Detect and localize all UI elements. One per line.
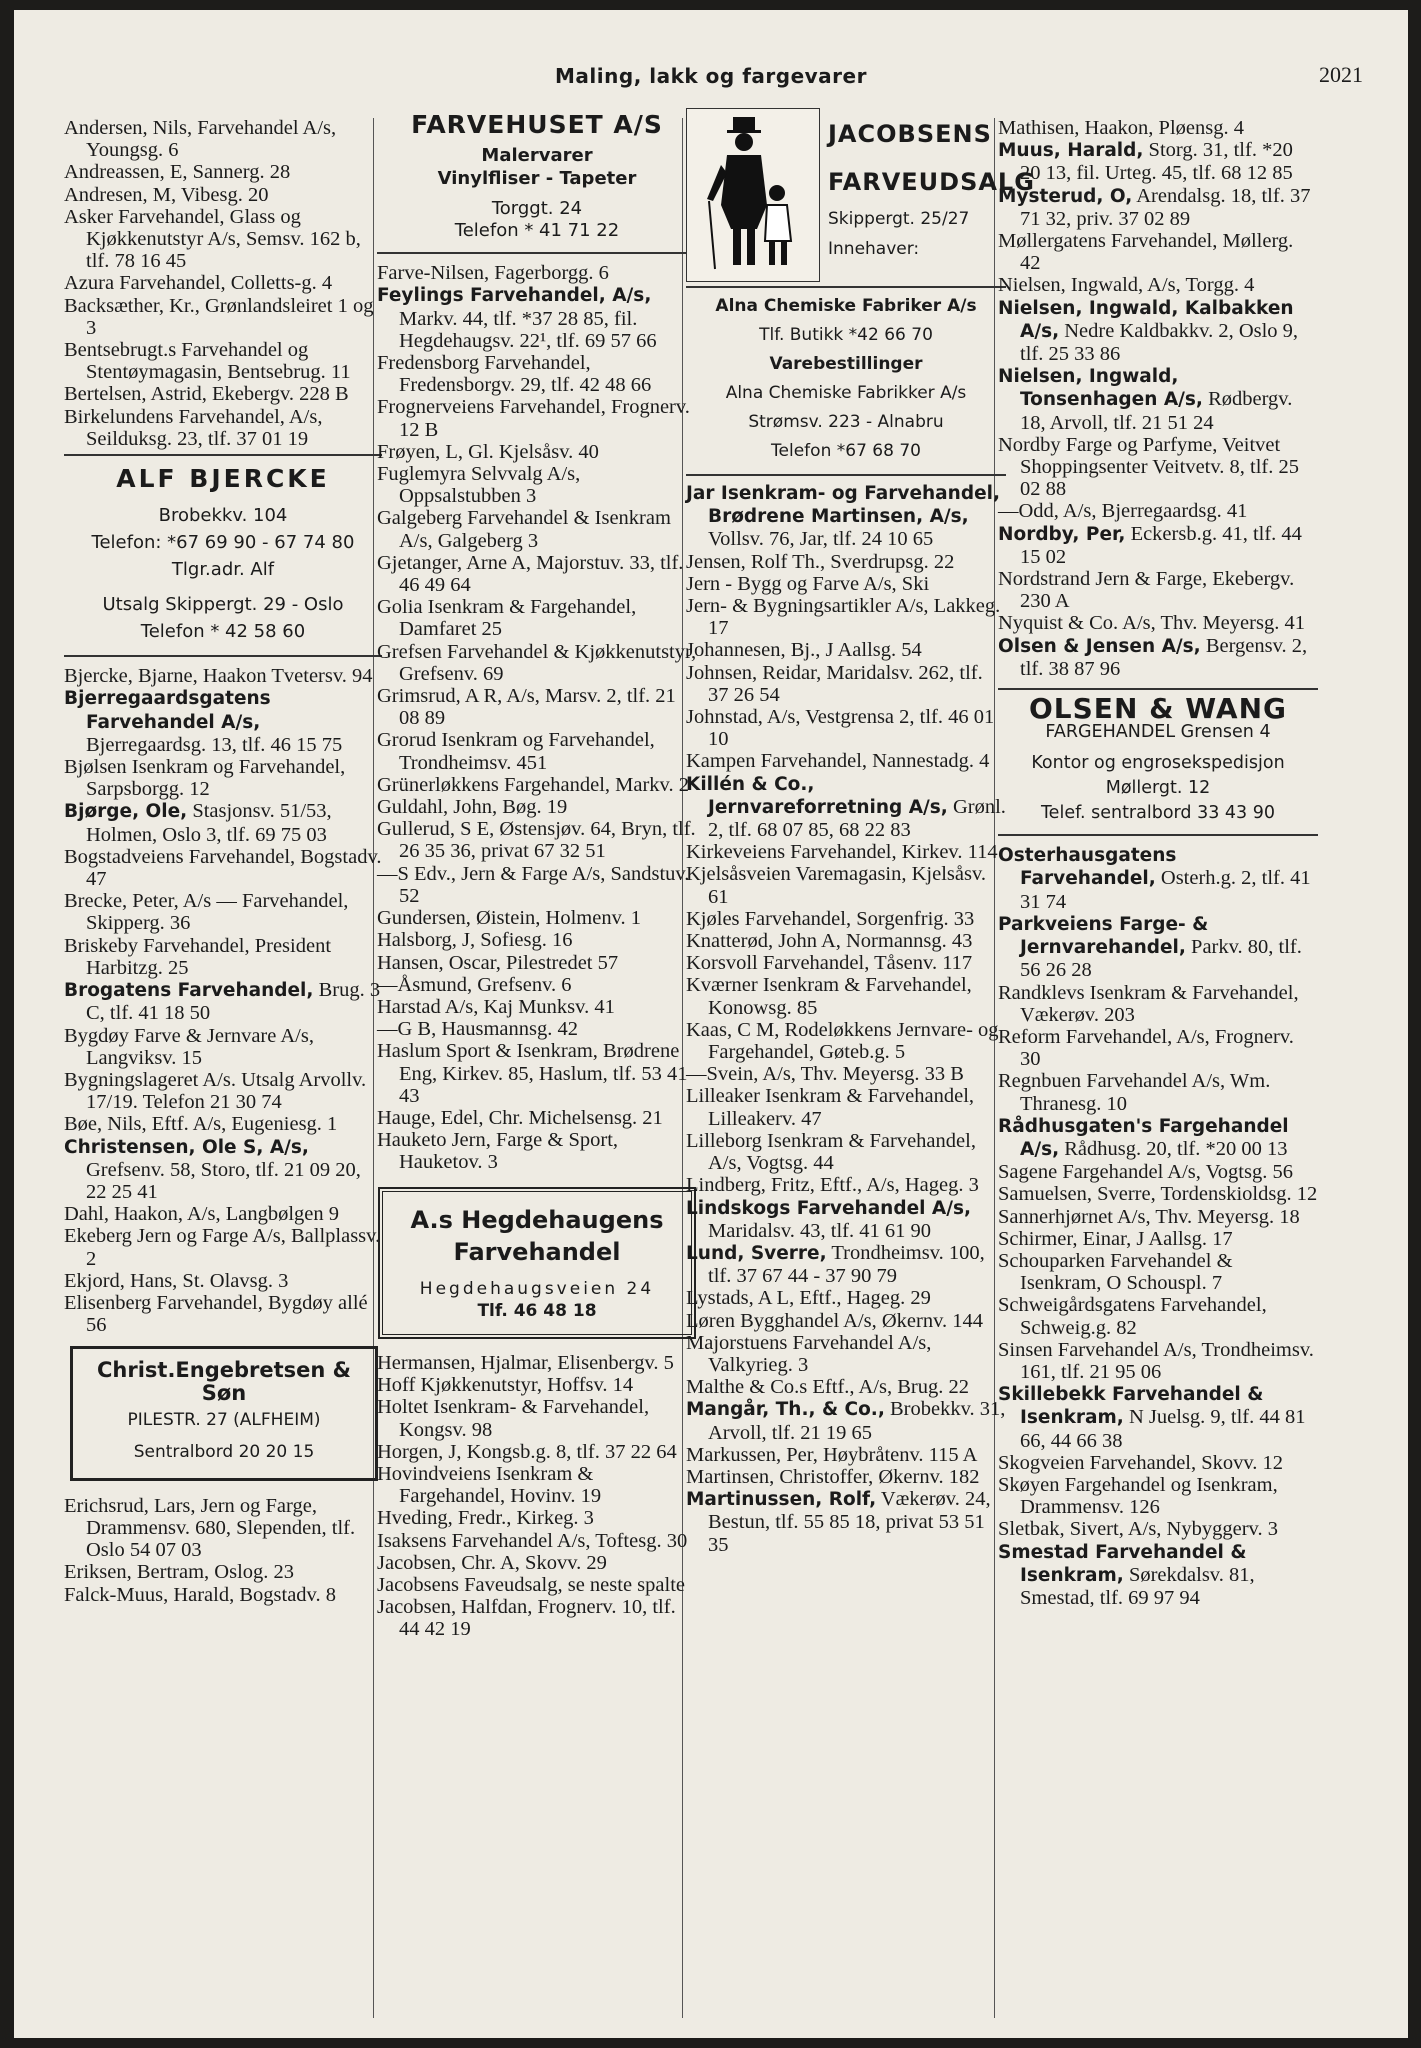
directory-entry: Johnsen, Reidar, Maridalsv. 262, tlf. 37 26 54	[686, 661, 983, 706]
directory-entry: Kjelsåsveien Varemagasin, Kjelsåsv. 61	[686, 863, 987, 908]
directory-entry: Løren Bygghandel A/s, Økernv. 144	[686, 1309, 984, 1332]
directory-entry: Ekjord, Hans, St. Olavsg. 3	[64, 1269, 289, 1292]
ad-title: Farvehandel	[453, 1237, 621, 1266]
directory-entry: Hauge, Edel, Chr. Michelsensg. 21	[377, 1106, 663, 1129]
directory-entry: —Svein, A/s, Thv. Meyersg. 33 B	[686, 1063, 964, 1086]
directory-entry: —G B, Hausmannsg. 42	[377, 1018, 579, 1041]
directory-entry: Lilleborg Isenkram & Farvehandel, A/s, Vogtsg. 44	[686, 1129, 976, 1175]
directory-entry: Hovindveiens Isenkram & Fargehandel, Hovinv. 19	[377, 1462, 602, 1508]
directory-entry: —Åsmund, Grefsenv. 6	[377, 973, 572, 996]
entry-name-bold: Brogatens Farvehandel,	[64, 980, 314, 1002]
directory-entry: Reform Farvehandel, A/s, Frognerv. 30	[998, 1025, 1294, 1071]
directory-entry: Skogveien Farvehandel, Skovv. 12	[998, 1451, 1284, 1474]
directory-entry: —Odd, A/s, Bjerregaardsg. 41	[998, 500, 1248, 523]
ad-line: Alna Chemiske Fabriker A/s	[715, 296, 977, 316]
directory-entry: Lystads, A L, Eftf., Hageg. 29	[686, 1287, 931, 1310]
ad-line: Torggt. 24	[491, 198, 583, 220]
directory-entry: Andreassen, E, Sannerg. 28	[64, 161, 291, 184]
directory-entry: Fredensborg Farvehandel, Fredensborgv. 29, tlf. 42 48 66	[377, 352, 652, 397]
directory-entry: Haslum Sport & Isenkram, Brødrene Eng, Kirkev. 85, Haslum, tlf. 53 41 43	[377, 1040, 688, 1107]
directory-entry: Hveding, Fredr., Kirkeg. 3	[377, 1507, 594, 1530]
directory-entry: Randklevs Isenkram & Farvehandel, Vækerøv. 203	[998, 981, 1299, 1026]
ad-line: PILESTR. 27 (ALFHEIM)	[127, 1409, 321, 1430]
ad-line: Telefon * 41 71 22	[454, 220, 620, 242]
directory-entry: Birkelundens Farvehandel, A/s, Seilduksg. 23, tlf. 37 01 19	[64, 405, 323, 450]
ad-line: Kontor og engrosekspedisjon	[1031, 753, 1285, 774]
directory-entry: Skillebekk Farvehandel & Isenkram, N Juelsg. 9, tlf. 44 81 66, 44 66 38	[998, 1384, 1306, 1452]
ad-line: Utsalg Skippergt. 29 - Oslo	[102, 594, 344, 616]
directory-entry: Nyquist & Co. A/s, Thv. Meyersg. 41	[998, 612, 1305, 635]
directory-entry: Kværner Isenkram & Farvehandel, Konowsg. 85	[686, 974, 972, 1019]
entry-name-bold: Killén & Co., Jernvareforretning A/s,	[686, 773, 948, 818]
directory-entry: Grefsen Farvehandel & Kjøkkenutstyr, Grefsenv. 69	[377, 640, 697, 685]
directory-entry: Muus, Harald, Storg. 31, tlf. *20 20 13, fil. Urteg. 45, tlf. 68 12 85	[998, 139, 1293, 185]
ad-title: JACOBSENS	[828, 120, 992, 148]
entry-name-bold: Lund, Sverre,	[686, 1242, 827, 1264]
directory-entry: Eriksen, Bertram, Oslog. 23	[64, 1561, 295, 1584]
directory-entry: Markussen, Per, Høybråtenv. 115 A	[686, 1443, 978, 1466]
directory-entry: Killén & Co., Jernvareforretning A/s, Grønl. 2, tlf. 68 07 85, 68 22 83	[686, 773, 1006, 842]
ad-line: Telef. sentralbord 33 43 90	[1040, 803, 1276, 824]
directory-entry: Jar Isenkram- og Farvehandel, Brødrene Martinsen, A/s, Vollsv. 76, Jar, tlf. 24 10 65	[686, 483, 1000, 551]
directory-entry: Møllergatens Farvehandel, Møllerg. 42	[998, 230, 1294, 275]
directory-entry: Lilleaker Isenkram & Farvehandel, Lilleakerv. 47	[686, 1085, 975, 1130]
directory-entry: Lindskogs Farvehandel A/s, Maridalsv. 43, tlf. 41 61 90	[686, 1197, 972, 1242]
entry-name-bold: Jar Isenkram- og Farvehandel, Brødrene Martinsen, A/s,	[686, 483, 1000, 528]
column-4	[998, 117, 1318, 1609]
directory-entry: Ekeberg Jern og Farge A/s, Ballplassv. 2	[64, 1225, 381, 1270]
ad-line: Sentralbord 20 20 15	[133, 1441, 315, 1462]
directory-entry: Kaas, C M, Rodeløkkens Jernvare- og Fargehandel, Gøteb.g. 5	[686, 1018, 999, 1064]
directory-entry: Gullerud, S E, Østensjøv. 64, Bryn, tlf. 26 35 36, privat 67 32 51	[377, 818, 696, 863]
directory-entry: Schouparken Farvehandel & Isenkram, O Schouspl. 7	[998, 1249, 1233, 1295]
directory-entry: Jacobsen, Chr. A, Skovv. 29	[377, 1551, 607, 1574]
ad-line: Møllergt. 12	[1105, 778, 1211, 799]
directory-entry: Jern- & Bygningsartikler A/s, Lakkeg. 17	[686, 595, 1001, 640]
entry-name-bold: Rådhusgaten's Fargehandel A/s,	[998, 1115, 1289, 1160]
ad-title: FARVEHUSET A/S	[411, 110, 663, 139]
directory-entry: Andersen, Nils, Farvehandel A/s, Youngsg. 6	[64, 117, 337, 162]
entry-name-bold: Nordby, Per,	[998, 523, 1126, 545]
directory-entry: Sannerhjørnet A/s, Thv. Meyersg. 18	[998, 1205, 1300, 1228]
ad-line: Alna Chemiske Fabrikker A/s	[725, 383, 967, 403]
directory-entry: Regnbuen Farvehandel A/s, Wm. Thranesg. 10	[998, 1070, 1271, 1115]
entry-name-bold: Martinussen, Rolf,	[686, 1489, 877, 1511]
directory-entry: Nielsen, Ingwald, Kalbakken A/s, Nedre Kaldbakkv. 2, Oslo 9, tlf. 25 33 86	[998, 297, 1299, 366]
directory-entry: Azura Farvehandel, Colletts-g. 4	[64, 272, 333, 295]
jacobsens-ad	[686, 108, 1035, 476]
directory-entry: Rådhusgaten's Fargehandel A/s, Rådhusg. 20, tlf. *20 00 13	[998, 1115, 1289, 1160]
directory-entry: Fuglemyra Selvvalg A/s, Oppsalstubben 3	[377, 463, 581, 508]
entry-list	[377, 262, 697, 1173]
directory-entry: Brecke, Peter, A/s — Farvehandel, Skipperg. 36	[64, 890, 349, 935]
directory-entry: Schweigårdsgatens Farvehandel, Schweig.g. 82	[998, 1294, 1267, 1339]
directory-entry: Andresen, M, Vibesg. 20	[64, 183, 269, 206]
directory-entry: Frognerveiens Farvehandel, Frognerv. 12 B	[377, 396, 690, 441]
directory-entry: Smestad Farvehandel & Isenkram, Sørekdalsv. 81, Smestad, tlf. 69 97 94	[998, 1541, 1255, 1609]
ad-line: Brobekkv. 104	[158, 505, 288, 527]
directory-entry: Elisenberg Farvehandel, Bygdøy allé 56	[64, 1291, 368, 1337]
ad-line: Vinylfliser - Tapeter	[437, 168, 637, 190]
entry-name-bold: Bjerregaardsgatens Farvehandel A/s,	[64, 688, 271, 733]
entry-name-bold: Osterhausgatens Farvehandel,	[998, 845, 1177, 890]
ad-title: FARVEUDSALG	[828, 168, 1035, 196]
directory-entry: Skøyen Fargehandel og Isenkram, Drammensv. 126	[998, 1473, 1278, 1519]
ad-line: Hegdehaugsveien 24	[419, 1278, 655, 1299]
directory-entry: Mangår, Th., & Co., Brobekkv. 31, Arvoll, tlf. 21 19 65	[686, 1398, 1006, 1444]
directory-entry: Horgen, J, Kongsb.g. 8, tlf. 37 22 64	[377, 1440, 677, 1463]
directory-entry: Nordby Farge og Parfyme, Veitvet Shoppingsenter Veitvetv. 8, tlf. 25 02 88	[998, 433, 1300, 501]
directory-entry: Bygdøy Farve & Jernvare A/s, Langviksv. 15	[64, 1024, 314, 1069]
entry-name-bold: Lindskogs Farvehandel A/s,	[686, 1197, 972, 1219]
ad-line: Malervarer	[481, 145, 593, 167]
directory-entry: Schirmer, Einar, J Aallsg. 17	[998, 1227, 1233, 1250]
directory-entry: Bogstadveiens Farvehandel, Bogstadv. 47	[64, 845, 382, 891]
directory-entry: Gjetanger, Arne A, Majorstuv. 33, tlf. 46 49 64	[377, 551, 684, 597]
entry-name-bold: Muus, Harald,	[998, 140, 1144, 162]
directory-entry: Asker Farvehandel, Glass og Kjøkkenutstyr A/s, Semsv. 162 b, tlf. 78 16 45	[64, 205, 361, 273]
ad-line: Innehaver:	[828, 239, 920, 259]
directory-entry: Mysterud, O, Arendalsg. 18, tlf. 37 71 32, priv. 37 02 89	[998, 184, 1311, 230]
ad-title: OLSEN & WANG	[1029, 692, 1287, 726]
directory-entry: Knatterød, John A, Normannsg. 43	[686, 930, 973, 953]
entry-name-bold: Olsen & Jensen A/s,	[998, 635, 1201, 657]
painter-figure-icon	[686, 108, 820, 282]
entry-list	[64, 1495, 382, 1606]
column-1	[64, 117, 382, 1606]
column-2	[377, 108, 697, 1641]
directory-entry: Martinussen, Rolf, Vækerøv. 24, Bestun, tlf. 55 85 18, privat 53 51 35	[686, 1488, 991, 1556]
directory-entry: Bjørge, Ole, Stasjonsv. 51/53, Holmen, Oslo 3, tlf. 69 75 03	[64, 800, 332, 846]
directory-entry: Lindberg, Fritz, Eftf., A/s, Hageg. 3	[686, 1174, 979, 1197]
directory-entry: Hoff Kjøkkenutstyr, Hoffsv. 14	[377, 1374, 634, 1397]
directory-entry: Gundersen, Øistein, Holmenv. 1	[377, 907, 641, 930]
entry-name-bold: Parkveiens Farge- & Jernvarehandel,	[998, 913, 1209, 959]
entry-list	[998, 844, 1318, 1609]
entry-name-bold: Christensen, Ole S, A/s,	[64, 1136, 309, 1158]
directory-entry: Holtet Isenkram- & Farvehandel, Kongsv. 98	[377, 1396, 650, 1441]
directory-entry: Korsvoll Farvehandel, Tåsenv. 117	[686, 952, 973, 975]
entry-list	[998, 117, 1318, 680]
directory-entry: Erichsrud, Lars, Jern og Farge, Drammensv. 680, Slependen, tlf. Oslo 54 07 03	[64, 1494, 356, 1562]
alf-bjercke-ad	[64, 454, 382, 657]
directory-entry: Brogatens Farvehandel, Brug. 3 C, tlf. 41 18 50	[64, 979, 381, 1025]
directory-entry: Johannesen, Bj., J Aallsg. 54	[686, 639, 922, 662]
ad-title: ALF BJERCKE	[116, 464, 330, 494]
directory-entry: Parkveiens Farge- & Jernvarehandel, Parkv. 80, tlf. 56 26 28	[998, 913, 1302, 982]
directory-entry: Bjerregaardsgatens Farvehandel A/s, Bjerregaardsg. 13, tlf. 46 15 75	[64, 688, 343, 756]
directory-entry: Bygningslageret A/s. Utsalg Arvollv. 17/19. Telefon 21 30 74	[64, 1068, 367, 1114]
page-number: 2021	[1319, 62, 1363, 87]
directory-entry: Isaksens Farvehandel A/s, Toftesg. 30	[377, 1529, 688, 1552]
directory-entry: Majorstuens Farvehandel A/s, Valkyrieg. 3	[686, 1331, 932, 1376]
directory-entry: Nielsen, Ingwald, A/s, Torgg. 4	[998, 274, 1255, 297]
directory-entry: Christensen, Ole S, A/s, Grefsenv. 58, Storo, tlf. 21 09 20, 22 25 41	[64, 1136, 361, 1203]
directory-entry: —S Edv., Jern & Farge A/s, Sandstuv. 52	[377, 862, 690, 907]
column-3	[686, 108, 1035, 1556]
entry-name-bold: Nielsen, Ingwald, Tonsenhagen A/s,	[998, 366, 1203, 411]
directory-entry: Bøe, Nils, Eftf. A/s, Eugeniesg. 1	[64, 1113, 338, 1136]
directory-entry: Falck-Muus, Harald, Bogstadv. 8	[64, 1583, 336, 1606]
entry-list	[377, 1352, 697, 1641]
directory-entry: Lund, Sverre, Trondheimsv. 100, tlf. 37 67 44 - 37 90 79	[686, 1241, 985, 1288]
ad-line: Tlf. 46 48 18	[477, 1300, 597, 1321]
directory-entry: Grünerløkkens Fargehandel, Markv. 2	[377, 773, 689, 796]
directory-entry: Jacobsens Faveudsalg, se neste spalte	[377, 1573, 685, 1596]
ad-title: Christ.Engebretsen & Søn	[97, 1358, 351, 1405]
ad-line: Strømsv. 223 - Alnabru	[748, 412, 944, 432]
ad-line: Telefon * 42 58 60	[140, 621, 306, 643]
ad-line: Skippergt. 25/27	[828, 209, 970, 229]
directory-entry: Kirkeveiens Farvehandel, Kirkev. 114	[686, 841, 998, 864]
directory-entry: Grimsrud, A R, A/s, Marsv. 2, tlf. 21 08 89	[377, 685, 676, 730]
entry-name-bold: Smestad Farvehandel & Isenkram,	[998, 1541, 1247, 1586]
olsen-wang-ad	[998, 688, 1318, 836]
directory-entry: Frøyen, L, Gl. Kjelsåsv. 40	[377, 440, 599, 463]
directory-entry: Kjøles Farvehandel, Sorgenfrig. 33	[686, 907, 975, 930]
ad-line: Tlgr.adr. Alf	[171, 559, 275, 581]
directory-entry: Jern - Bygg og Farve A/s, Ski	[686, 572, 930, 595]
directory-entry: Dahl, Haakon, A/s, Langbølgen 9	[64, 1203, 339, 1226]
directory-entry: Sagene Fargehandel A/s, Vogtsg. 56	[998, 1161, 1293, 1184]
entry-name-bold: Nielsen, Ingwald, Kalbakken A/s,	[998, 297, 1294, 342]
hegdehaugens-ad	[379, 1188, 695, 1338]
entry-name-bold: Mysterud, O,	[998, 185, 1133, 207]
directory-entry: Johnstad, A/s, Vestgrensa 2, tlf. 46 01 10	[686, 706, 995, 751]
directory-entry: Halsborg, J, Sofiesg. 16	[377, 929, 573, 952]
ad-line: Telefon *67 68 70	[771, 441, 921, 461]
ad-title: A.s Hegdehaugens	[410, 1205, 664, 1234]
page-title: Maling, lakk og fargevarer	[555, 64, 867, 88]
entry-list	[686, 482, 1006, 1556]
directory-entry: Olsen & Jensen A/s, Bergensv. 2, tlf. 38 87 96	[998, 634, 1308, 680]
ad-line: FARGEHANDEL Grensen 4	[1045, 722, 1271, 743]
directory-entry: Samuelsen, Sverre, Tordenskioldsg. 12	[998, 1183, 1318, 1206]
ad-line: Telefon: *67 69 90 - 67 74 80	[91, 532, 355, 554]
directory-entry: Bjercke, Bjarne, Haakon Tvetersv. 94	[64, 665, 373, 688]
directory-entry: Jacobsen, Halfdan, Frognerv. 10, tlf. 44 42 19	[377, 1596, 676, 1641]
engebretsen-ad	[70, 1346, 378, 1480]
directory-entry: Bjølsen Isenkram og Farvehandel, Sarpsborgg. 12	[64, 756, 346, 801]
directory-entry: Backsæther, Kr., Grønlandsleiret 1 og 3	[64, 294, 374, 339]
entry-name-bold: Mangår, Th., & Co.,	[686, 1399, 885, 1421]
directory-entry: Galgeberg Farvehandel & Isenkram A/s, Galgeberg 3	[377, 507, 671, 552]
directory-entry: Briskeby Farvehandel, President Harbitzg. 25	[64, 934, 332, 979]
directory-entry: Sletbak, Sivert, A/s, Nybyggerv. 3	[998, 1518, 1278, 1541]
directory-entry: Hansen, Oscar, Pilestredet 57	[377, 951, 619, 974]
directory-entry: Osterhausgatens Farvehandel, Osterh.g. 2, tlf. 41 31 74	[998, 845, 1311, 913]
farvehuset-ad	[377, 108, 697, 254]
entry-name-bold: Bjørge, Ole,	[64, 801, 188, 823]
directory-page	[14, 10, 1408, 2038]
directory-entry: Guldahl, John, Bøg. 19	[377, 796, 568, 819]
directory-entry: Martinsen, Christoffer, Økernv. 182	[686, 1465, 980, 1488]
directory-entry: Kampen Farvehandel, Nannestadg. 4	[686, 750, 990, 773]
entry-name-bold: Feylings Farvehandel, A/s,	[377, 285, 652, 307]
directory-entry: Hauketo Jern, Farge & Sport, Hauketov. 3	[377, 1129, 619, 1174]
directory-entry: Malthe & Co.s Eftf., A/s, Brug. 22	[686, 1376, 970, 1399]
directory-entry: Farve-Nilsen, Fagerborgg. 6	[377, 262, 609, 285]
directory-entry: Bentsebrugt.s Farvehandel og Stentøymagasin, Bentsebrug. 11	[64, 339, 351, 384]
ad-line: Tlf. Butikk *42 66 70	[759, 325, 933, 345]
directory-entry: Sinsen Farvehandel A/s, Trondheimsv. 161, tlf. 21 95 06	[998, 1338, 1314, 1383]
directory-entry: Nordstrand Jern & Farge, Ekebergv. 230 A	[998, 568, 1295, 613]
directory-entry: Mathisen, Haakon, Pløensg. 4	[998, 117, 1244, 139]
directory-entry: Nordby, Per, Eckersb.g. 41, tlf. 44 15 02	[998, 522, 1302, 568]
entry-list	[64, 665, 382, 1336]
directory-entry: Golia Isenkram & Fargehandel, Damfaret 25	[377, 596, 637, 641]
directory-entry: Harstad A/s, Kaj Munksv. 41	[377, 995, 615, 1018]
entry-list	[64, 117, 382, 450]
entry-name-bold: Skillebekk Farvehandel & Isenkram,	[998, 1384, 1264, 1429]
directory-entry: Grorud Isenkram og Farvehandel, Trondheimsv. 451	[377, 729, 655, 774]
directory-entry: Hermansen, Hjalmar, Elisenbergv. 5	[377, 1351, 674, 1374]
directory-entry: Jensen, Rolf Th., Sverdrupsg. 22	[686, 550, 955, 573]
directory-entry: Feylings Farvehandel, A/s, Markv. 44, tlf. *37 28 85, fil. Hegdehaugsv. 22¹, tlf. 69 57 66	[377, 285, 657, 352]
ad-line: Varebestillinger	[769, 354, 923, 374]
directory-entry: Nielsen, Ingwald, Tonsenhagen A/s, Rødbergv. 18, Arvoll, tlf. 21 51 24	[998, 366, 1293, 434]
directory-entry: Bertelsen, Astrid, Ekebergv. 228 B	[64, 383, 349, 406]
